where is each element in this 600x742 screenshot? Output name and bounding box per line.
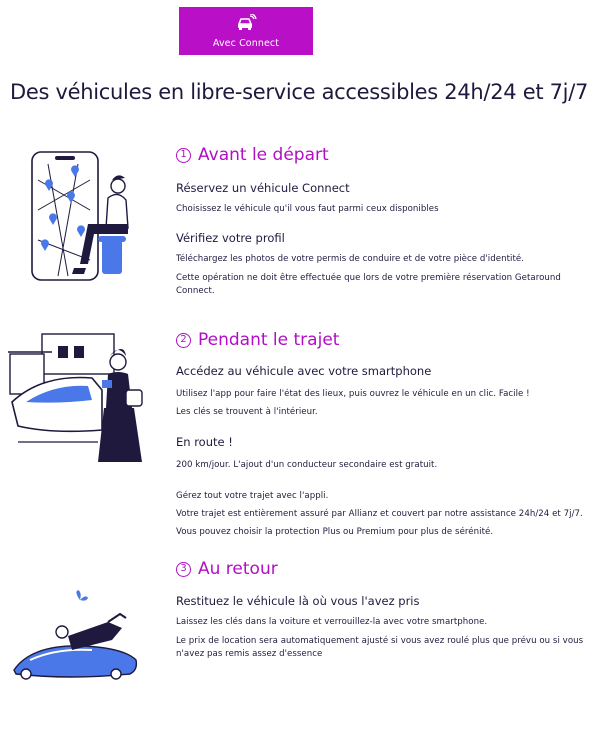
section-avant-le-depart xyxy=(176,145,588,296)
block-heading: Vérifiez votre profil xyxy=(176,231,285,245)
block-text: Téléchargez les photos de votre permis de conduire et de votre pièce d'identité. xyxy=(176,254,524,264)
block-heading: Accédez au véhicule avec votre smartphone xyxy=(176,364,432,378)
section-title xyxy=(176,330,588,350)
block-text: Choisissez le véhicule qu'il vous faut parmi ceux disponibles xyxy=(176,204,439,214)
section-pendant-le-trajet xyxy=(176,330,588,537)
block-heading: Réservez un véhicule Connect xyxy=(176,181,350,195)
block-text: Laissez les clés dans la voiture et verrouillez-la avec votre smartphone. xyxy=(176,617,488,627)
block-heading: Restituez le véhicule là où vous l'avez pris xyxy=(176,594,420,608)
lying-person-car-illustration xyxy=(10,590,140,682)
block-text: Utilisez l'app pour faire l'état des lieux, puis ouvrez le véhicule en un clic. Facile ! xyxy=(176,389,530,399)
block-text: Gérez tout votre trajet avec l'appli. xyxy=(176,491,329,501)
section-title xyxy=(176,145,588,165)
phone-map-illustration xyxy=(28,150,140,282)
block-text: Les clés se trouvent à l'intérieur. xyxy=(176,407,318,417)
block-text: n'avez pas remis assez d'essence xyxy=(176,649,323,659)
section-au-retour xyxy=(176,559,588,659)
avec-connect-badge[interactable] xyxy=(179,7,313,55)
page-title: Des véhicules en libre-service accessibles 24h/24 et 7j/7 xyxy=(10,80,589,104)
section-title-text: Avant le départ xyxy=(198,145,329,165)
step-number: 3 xyxy=(176,562,191,577)
step-number: 2 xyxy=(176,333,191,348)
block-text: Vous pouvez choisir la protection Plus ou Premium pour plus de sérénité. xyxy=(176,527,494,537)
section-title-text: Pendant le trajet xyxy=(198,330,340,350)
step-number: 1 xyxy=(176,148,191,163)
section-title xyxy=(176,559,588,579)
badge-label: Avec Connect xyxy=(212,38,280,49)
car-connect-icon xyxy=(235,14,257,32)
block-text: Cette opération ne doit être effectuée que lors de votre première réservation Getaround xyxy=(176,273,561,283)
block-text: 200 km/jour. L'ajout d'un conducteur secondaire est gratuit. xyxy=(176,460,438,470)
block-text: Connect. xyxy=(176,286,215,296)
block-text: Le prix de location sera automatiquement ajusté si vous avez roulé plus que prévu ou si vous xyxy=(176,636,584,646)
car-woman-illustration xyxy=(6,332,156,468)
section-title-text: Au retour xyxy=(198,559,278,579)
block-text: Votre trajet est entièrement assuré par Allianz et couvert par notre assistance 24h/24 et 7j/7. xyxy=(176,509,583,519)
block-heading: En route ! xyxy=(176,435,233,449)
